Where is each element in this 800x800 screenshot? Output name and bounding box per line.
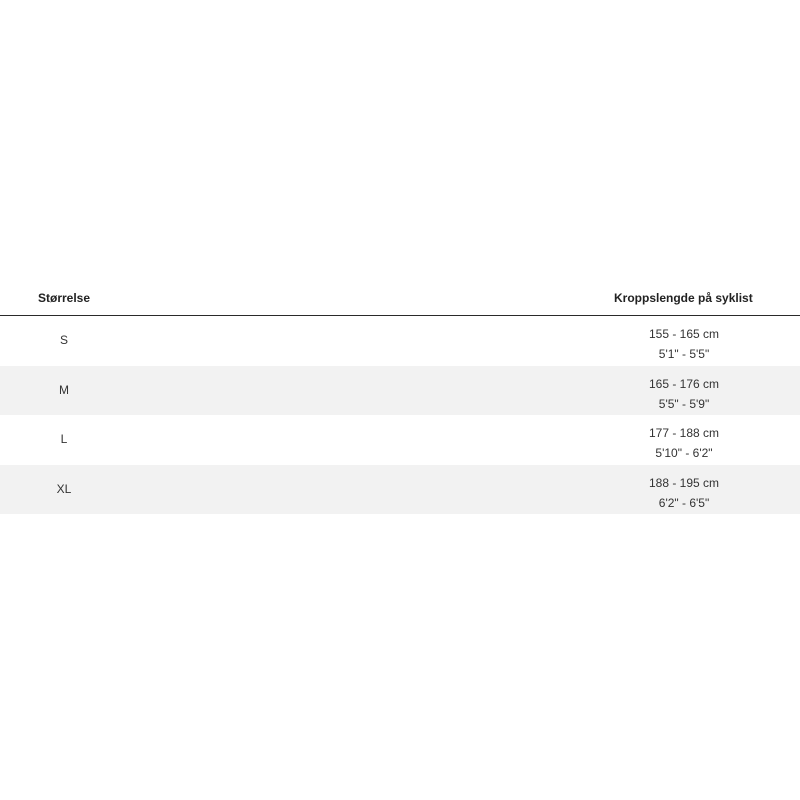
table-row <box>0 316 800 366</box>
height-ft: 5'1" - 5'5" <box>658 347 710 361</box>
table-row <box>0 465 800 515</box>
height-cm: 188 - 195 cm <box>648 475 720 490</box>
height-cm: 155 - 165 cm <box>648 327 720 341</box>
size-cell: M <box>59 382 69 397</box>
height-cm: 165 - 176 cm <box>648 376 720 391</box>
table-row <box>0 366 800 416</box>
height-ft: 5'5" - 5'9" <box>658 396 710 411</box>
size-cell: XL <box>56 481 72 496</box>
size-chart-table <box>0 281 800 514</box>
height-cell <box>600 374 768 414</box>
height-cell <box>600 473 768 513</box>
height-cell <box>600 324 768 364</box>
height-cell <box>600 423 768 463</box>
size-cell: S <box>59 333 68 347</box>
height-cm: 177 - 188 cm <box>648 426 720 440</box>
table-row <box>0 415 800 465</box>
height-ft: 6'2" - 6'5" <box>658 495 710 510</box>
size-cell: L <box>60 432 68 446</box>
column-header-size: Størrelse <box>38 291 91 305</box>
table-header <box>0 281 800 316</box>
column-header-rider-height: Kroppslengde på syklist <box>614 291 753 305</box>
height-ft: 5'10" - 6'2" <box>655 446 713 460</box>
